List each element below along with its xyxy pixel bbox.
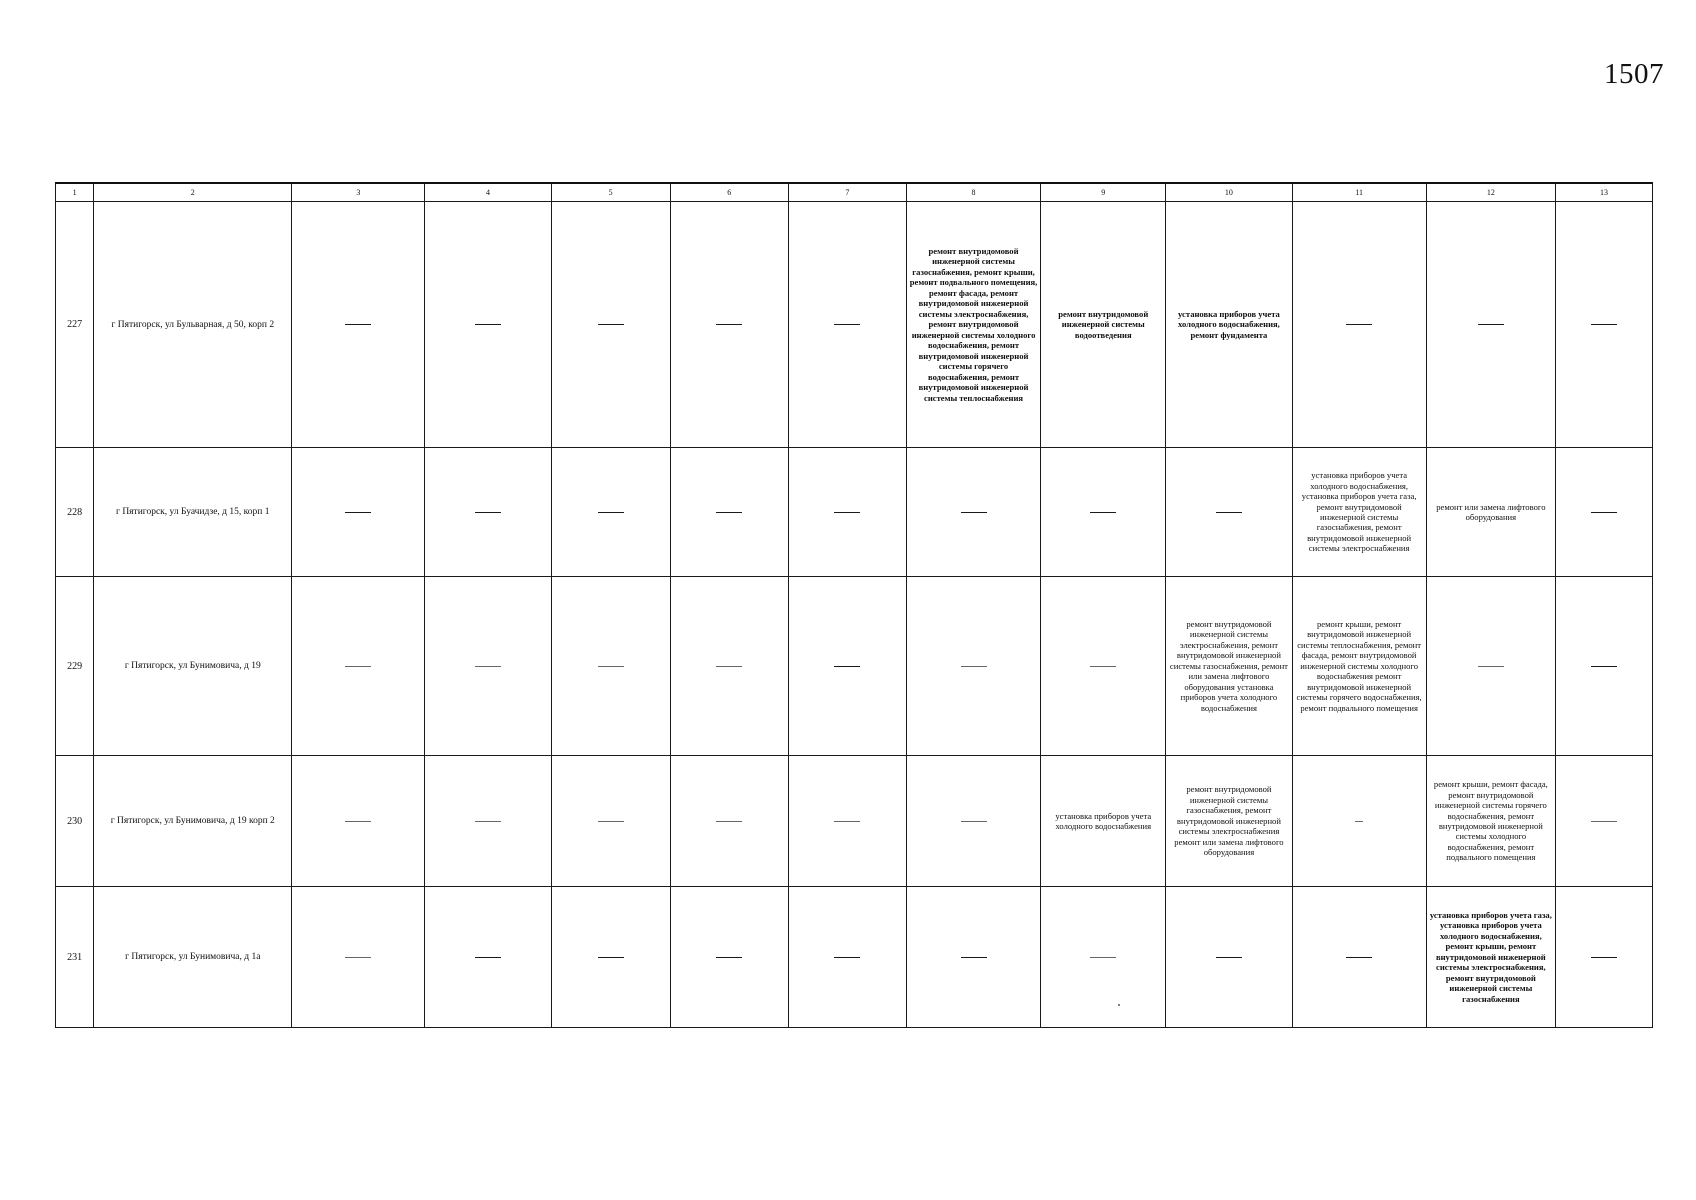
work-description-cell: ремонт внутридомовой инженерной системы электроснабжения, ремонт внутридомовой инженерной системы газоснабжения, ремонт или замена лифтового оборудования установка приборов учета холодного водоснабжения [1166,577,1292,756]
column-header: 5 [551,183,670,202]
empty-dash-cell [670,577,788,756]
dash-mark [834,821,860,822]
dash-mark [1346,324,1372,325]
empty-dash-cell [670,202,788,448]
empty-dash-cell [1292,202,1426,448]
dash-mark [475,324,501,325]
dash-mark [1216,512,1242,513]
dash-mark [475,957,501,958]
column-header: 2 [94,183,292,202]
empty-dash-cell [670,756,788,887]
dash-mark [1355,821,1363,822]
table-row [56,887,1653,1028]
work-description-cell: ремонт крыши, ремонт внутридомовой инженерной системы теплоснабжения, ремонт фасада, ремонт внутридомовой инженерной системы холодного водоснабжения ремонт внутридомовой инженерной системы горячего водоснабжения, ремонт подвального помещения [1292,577,1426,756]
work-description-cell: ремонт крыши, ремонт фасада, ремонт внутридомовой инженерной системы горячего водоснабжения, ремонт внутридомовой инженерной системы холодного водоснабжения, ремонт подвального помещения [1426,756,1555,887]
empty-dash-cell [670,448,788,577]
empty-dash-cell [551,756,670,887]
dash-mark [598,666,624,667]
empty-dash-cell [292,202,425,448]
dash-mark [598,821,624,822]
dash-mark [475,666,501,667]
empty-dash-cell [551,577,670,756]
empty-dash-cell [425,202,551,448]
dash-mark [1591,324,1617,325]
empty-dash-cell [1041,577,1166,756]
dash-mark [834,512,860,513]
empty-dash-cell [1166,448,1292,577]
dash-mark [834,324,860,325]
address-cell: г Пятигорск, ул Бунимовича, д 19 корп 2 [94,756,292,887]
empty-dash-cell [788,577,906,756]
empty-dash-cell [1426,202,1555,448]
work-description-cell: ремонт внутридомовой инженерной системы газоснабжения, ремонт внутридомовой инженерной системы электроснабжения ремонт или замена лифтового оборудования [1166,756,1292,887]
work-description-cell: установка приборов учета холодного водоснабжения, установка приборов учета газа, ремонт внутридомовой инженерной системы газоснабжения, ремонт внутридомовой инженерной системы электроснабжения [1292,448,1426,577]
dash-mark [1216,957,1242,958]
empty-dash-cell [788,448,906,577]
empty-dash-cell [551,448,670,577]
dash-mark [961,821,987,822]
dash-mark [834,666,860,667]
column-header: 7 [788,183,906,202]
empty-dash-cell [1426,577,1555,756]
row-number: 230 [56,756,94,887]
row-number: 229 [56,577,94,756]
empty-dash-cell [425,448,551,577]
dash-mark [1090,957,1116,958]
data-table [55,182,1653,1028]
empty-dash-cell [1292,756,1426,887]
dash-mark [475,821,501,822]
empty-dash-cell [425,756,551,887]
column-header: 10 [1166,183,1292,202]
dash-mark [716,957,742,958]
empty-dash-cell [906,448,1040,577]
dash-mark [1478,666,1504,667]
column-header: 13 [1555,183,1652,202]
empty-dash-cell [292,887,425,1028]
empty-dash-cell [788,887,906,1028]
table-row [56,448,1653,577]
dash-mark [1591,512,1617,513]
empty-dash-cell [425,887,551,1028]
work-description-cell: установка приборов учета холодного водоснабжения [1041,756,1166,887]
column-header: 9 [1041,183,1166,202]
dash-mark [961,957,987,958]
address-cell: г Пятигорск, ул Бунимовича, д 19 [94,577,292,756]
page-number: 1507 [1604,58,1664,90]
dash-mark [1591,821,1617,822]
dash-mark [1591,957,1617,958]
dash-mark [1591,666,1617,667]
dash-mark [345,512,371,513]
row-number: 228 [56,448,94,577]
table-row [56,202,1653,448]
dash-mark [475,512,501,513]
dash-mark [345,957,371,958]
column-header: 6 [670,183,788,202]
work-description-cell: ремонт или замена лифтового оборудования [1426,448,1555,577]
empty-dash-cell [788,202,906,448]
empty-dash-cell [1166,887,1292,1028]
empty-dash-cell [551,887,670,1028]
dash-mark [961,512,987,513]
dash-mark [834,957,860,958]
column-header: 1 [56,183,94,202]
work-description-cell: установка приборов учета газа, установка приборов учета холодного водоснабжения, ремонт крыши, ремонт внутридомовой инженерной системы электроснабжения, ремонт внутридомовой инженерной системы газоснабжения [1426,887,1555,1028]
table-row [56,756,1653,887]
dash-mark [345,821,371,822]
row-number: 227 [56,202,94,448]
column-header: 4 [425,183,551,202]
address-cell: г Пятигорск, ул Буачидзе, д 15, корп 1 [94,448,292,577]
empty-dash-cell [906,756,1040,887]
table-row [56,577,1653,756]
empty-dash-cell [1041,448,1166,577]
dash-mark [716,512,742,513]
empty-dash-cell [1555,887,1652,1028]
empty-dash-cell [1555,756,1652,887]
empty-dash-cell [292,756,425,887]
dash-mark [345,666,371,667]
work-description-cell: ремонт внутридомовой инженерной системы газоснабжения, ремонт крыши, ремонт подвального помещения, ремонт фасада, ремонт внутридомовой инженерной системы электроснабжения, ремонт внутридомовой инженерной системы холодного водоснабжения, ремонт внутридомовой инженерной системы горячего водоснабжения, ремонт внутридомовой инженерной системы теплоснабжения [906,202,1040,448]
dash-mark [345,324,371,325]
dash-mark [716,324,742,325]
dash-mark [1478,324,1504,325]
empty-dash-cell [1555,448,1652,577]
work-description-cell: установка приборов учета холодного водоснабжения, ремонт фундамента [1166,202,1292,448]
empty-dash-cell [1555,202,1652,448]
address-cell: г Пятигорск, ул Бульварная, д 50, корп 2 [94,202,292,448]
empty-dash-cell [551,202,670,448]
empty-dash-cell [1292,887,1426,1028]
empty-dash-cell [788,756,906,887]
dash-mark [598,957,624,958]
empty-dash-cell [1041,887,1166,1028]
empty-dash-cell [1555,577,1652,756]
dash-mark [1090,512,1116,513]
dash-mark [1346,957,1372,958]
empty-dash-cell [292,577,425,756]
dash-mark [716,821,742,822]
dash-mark [716,666,742,667]
dash-mark [961,666,987,667]
dash-mark [1090,666,1116,667]
empty-dash-cell [670,887,788,1028]
column-header: 8 [906,183,1040,202]
column-header: 11 [1292,183,1426,202]
row-number: 231 [56,887,94,1028]
dash-mark [598,512,624,513]
column-header: 3 [292,183,425,202]
scan-speck [1118,1004,1120,1006]
address-cell: г Пятигорск, ул Бунимовича, д 1а [94,887,292,1028]
dash-mark [598,324,624,325]
empty-dash-cell [906,887,1040,1028]
column-header: 12 [1426,183,1555,202]
work-description-cell: ремонт внутридомовой инженерной системы водоотведения [1041,202,1166,448]
empty-dash-cell [425,577,551,756]
table-header-row [56,183,1653,202]
empty-dash-cell [906,577,1040,756]
empty-dash-cell [292,448,425,577]
